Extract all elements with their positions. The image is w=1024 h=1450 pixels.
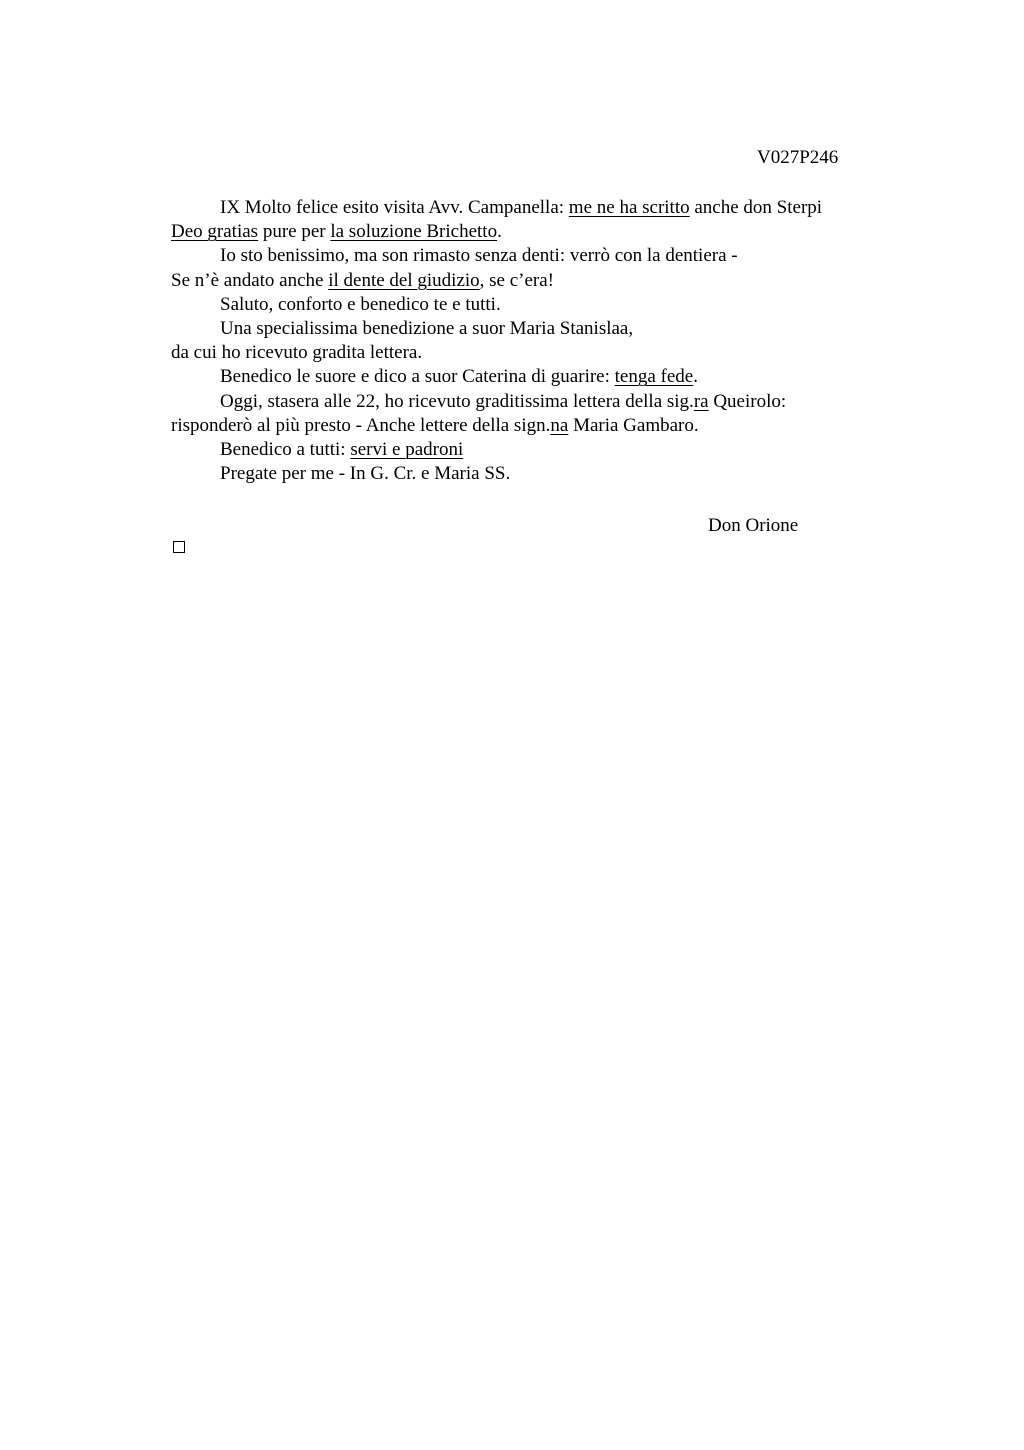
letter-line <box>171 221 911 245</box>
signature: Don Orione <box>708 515 799 536</box>
underlined-text: Deo gratias <box>171 221 259 243</box>
text-segment: Benedico le suore e dico a suor Caterina di guarire: <box>220 366 615 388</box>
letter-line <box>171 245 911 269</box>
underlined-text: il dente del giudizio <box>328 269 480 291</box>
letter-line <box>171 270 911 294</box>
letter-line <box>171 197 911 221</box>
letter-line <box>171 342 911 366</box>
underlined-text: servi e padroni <box>350 438 464 460</box>
letter-line <box>171 294 911 318</box>
text-segment: IX Molto felice esito visita Avv. Campanella: <box>220 197 569 218</box>
page-reference: V027P246 <box>757 147 839 168</box>
letter-line <box>171 439 911 463</box>
text-segment: Una specialissima benedizione a suor Maria Stanislaa, <box>220 317 634 339</box>
underlined-text: me ne ha scritto <box>568 197 690 218</box>
text-segment: Maria Gambaro. <box>568 414 699 436</box>
text-segment: . <box>693 366 698 388</box>
text-segment: Se n’è andato anche <box>171 269 329 291</box>
letter-line <box>171 391 911 415</box>
text-segment: da cui ho ricevuto gradita lettera. <box>171 342 423 364</box>
text-segment: Io sto benissimo, ma son rimasto senza denti: verrò con la dentiera - <box>220 245 738 267</box>
text-segment: , se c’era! <box>479 269 555 291</box>
underlined-text: tenga fede <box>614 366 694 388</box>
square-outline-icon <box>173 541 185 553</box>
text-segment: Queirolo: <box>708 390 787 412</box>
text-segment: Oggi, stasera alle 22, ho ricevuto graditissima lettera della sig. <box>220 390 694 412</box>
text-segment: risponderò al più presto - Anche lettere della sign. <box>171 414 551 436</box>
underlined-text: na <box>550 414 569 436</box>
letter-body <box>171 197 911 487</box>
letter-line <box>171 463 911 487</box>
letter-line <box>171 415 911 439</box>
underlined-text: la soluzione Brichetto <box>330 221 498 243</box>
text-segment: . <box>497 221 502 243</box>
text-segment: pure per <box>258 221 331 243</box>
text-segment: Saluto, conforto e benedico te e tutti. <box>220 293 501 315</box>
text-segment: anche don Sterpi <box>689 197 823 218</box>
text-segment: Pregate per me - In G. Cr. e Maria SS. <box>220 463 511 485</box>
letter-line <box>171 366 911 390</box>
letter-line <box>171 318 911 342</box>
text-segment: Benedico a tutti: <box>220 438 351 460</box>
underlined-text: ra <box>693 390 709 412</box>
